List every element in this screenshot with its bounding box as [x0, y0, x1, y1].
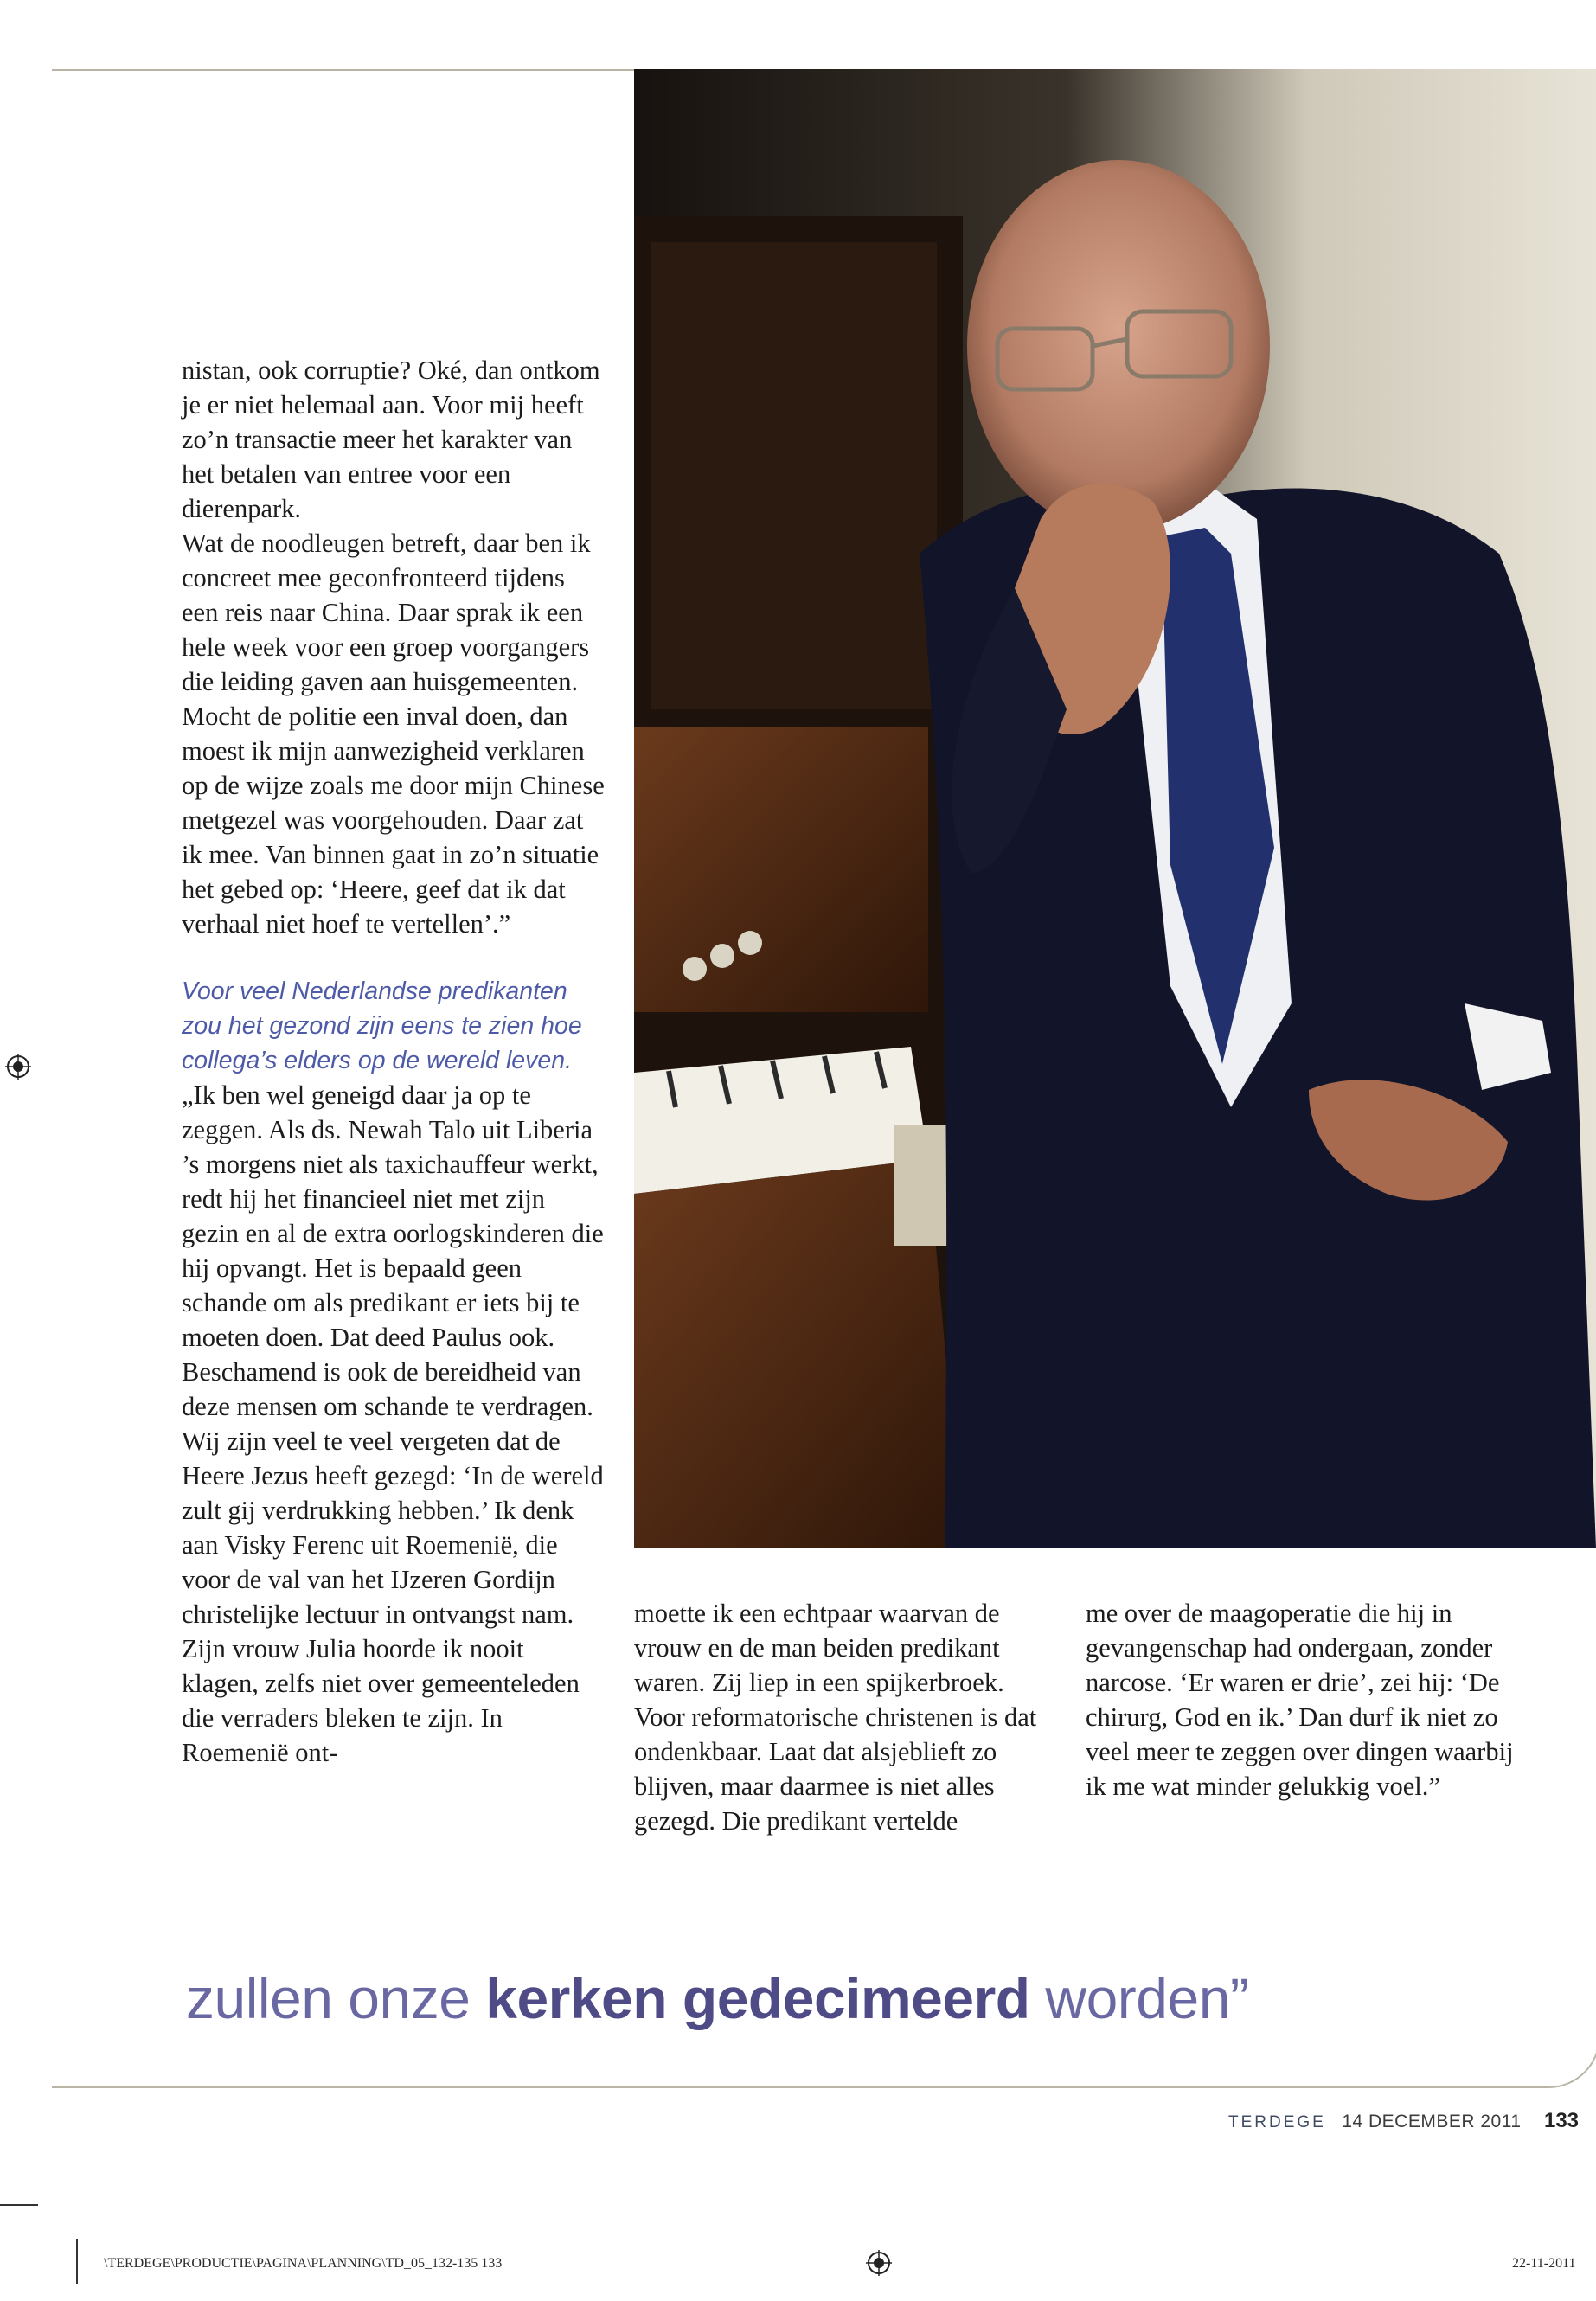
pull-quote-part1: zullen onze	[186, 1966, 486, 2030]
article-column-right	[1086, 1596, 1518, 1804]
print-slug-path: \TERDEGE\PRODUCTIE\PAGINA\PLANNING\TD_05_132-135 133	[104, 2256, 503, 2271]
page-footer	[1228, 2109, 1596, 2144]
bottom-rule	[52, 2086, 1548, 2088]
paragraph: nistan, ook corruptie? Oké, dan ontkom je er niet helemaal aan. Voor mij heeft zo’n transactie meer het karakter van het betalen van entree voor een dierenpark.	[182, 356, 600, 523]
interview-question: Voor veel Nederlandse predikanten zou het gezond zijn eens te zien hoe collega’s elders op de wereld leven.	[182, 977, 582, 1074]
registration-mark-icon	[866, 2250, 892, 2276]
issue-date: 14 DECEMBER 2011	[1342, 2112, 1522, 2131]
page-number: 133	[1543, 2109, 1580, 2132]
article-column-left	[182, 353, 606, 1770]
magazine-name: TERDEGE	[1228, 2113, 1326, 2131]
print-slug-date: 22-11-2011	[1512, 2256, 1576, 2271]
article-column-middle	[634, 1596, 1058, 1838]
paragraph: „Ik ben wel geneigd daar ja op te zeggen. Als ds. Newah Talo uit Liberia ’s morgens niet als taxichauffeur werkt, redt hij het financieel niet met zijn gezin en al de extra oorlogskinderen die hij opvangt. Het is bepaald geen schande om als predikant er iets bij te moeten doen. Dat deed Paulus ook.	[182, 1080, 604, 1352]
registration-mark-icon	[5, 1054, 31, 1080]
paragraph: me over de maagoperatie die hij in gevangenschap had ondergaan, zonder narcose. ‘Er waren er drie’, zei hij: ‘De chirurg, God en ik.’ Dan durf ik niet zo veel meer te zeggen over dingen waarbij ik me wat minder gelukkig voel.”	[1086, 1599, 1514, 1801]
paragraph: Wat de noodleugen betreft, daar ben ik concreet mee geconfronteerd tijdens een reis naar China. Daar sprak ik een hele week voor een groep voorgangers die leiding gaven aan huisgemeenten. Mocht de politie een inval doen, dan moest ik mijn aanwezigheid verklaren op de wijze zoals me door mijn Chinese metgezel was voorgehouden. Daar zat ik mee. Van binnen gaat in zo’n situatie het gebed op: ‘Heere, geef dat ik dat verhaal niet hoef te vertellen’.”	[182, 529, 605, 939]
pull-quote-bold: kerken gedecimeerd	[485, 1966, 1030, 2030]
paragraph: moette ik een echtpaar waarvan de vrouw en de man beiden predikant waren. Zij liep in een spijkerbroek. Voor reformatorische christenen is dat ondenkbaar. Laat dat alsjeblieft zo blijven, maar daarmee is niet alles gezegd. Die predikant vertelde	[634, 1599, 1037, 1836]
crop-mark	[76, 2239, 78, 2284]
bottom-corner-rule	[1497, 2035, 1596, 2088]
paragraph: Beschamend is ook de bereidheid van deze mensen om schande te verdragen. Wij zijn veel te veel vergeten dat de Heere Jezus heeft gezegd: ‘In de wereld zult gij verdrukking hebben.’ Ik denk aan Visky Ferenc uit Roemenië, die voor de val van het IJzeren Gordijn christelijke lectuur in ontvangst nam. Zijn vrouw Julia hoorde ik nooit klagen, zelfs niet over gemeenteleden die verraders bleken te zijn. In Roemenië ont-	[182, 1357, 604, 1767]
pull-quote-part2: worden”	[1029, 1966, 1249, 2030]
crop-mark	[0, 2204, 38, 2206]
pull-quote	[186, 1964, 1535, 2033]
portrait-photo	[634, 69, 1596, 1548]
